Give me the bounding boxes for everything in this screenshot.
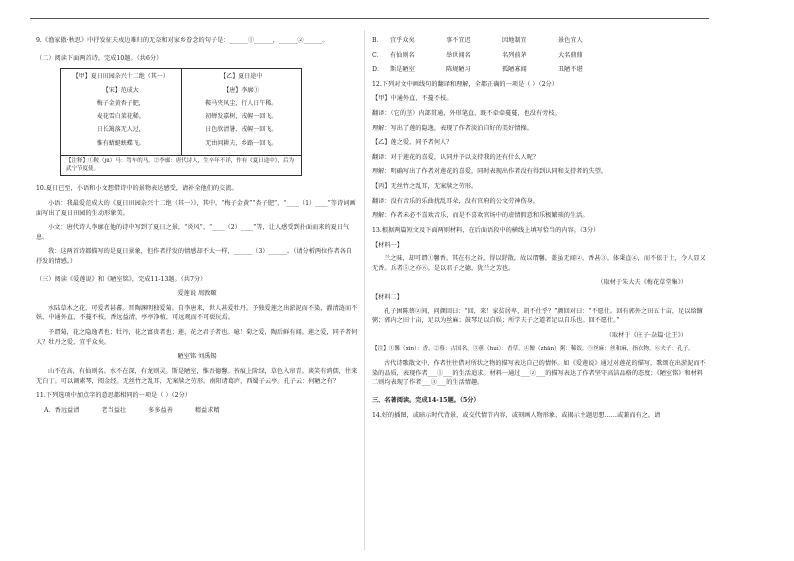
ailian-paragraph: 水陆草木之花，可爱者甚蕃。晋陶渊明独爱菊。自李唐来，世人甚爱牡丹。予独爱莲之出淤泥而不染，濯清涟而不妖，中通外直，不蔓不枝，香远益清，亭亭净植，可远观而不可亵玩焉。 <box>36 304 358 322</box>
option-d-text: 陈规陋习 <box>446 66 471 74</box>
material-1-text: 兰之味，却可谓①馨香。其在有之谷，得以舒散，故以谓馨。盖虽无闻②，香甚③。体秉直④，而不依于土，令人显又无香。兵者⑤之亦⑥。是以君子之德，犹兰之芳也。 <box>372 255 706 272</box>
q12-bing-translation: 翻译：没有音乐的乐曲扰乱耳朵，没有官府的公文劳神伤身。 <box>372 197 540 205</box>
poem-a <box>61 69 181 155</box>
option-a-text: 多多益善 <box>148 406 173 414</box>
question-13: 13.根据两篇短文及下面两则材料，在后面语段中的横线上填写恰当的内容。（3分） <box>372 226 600 234</box>
option-c[interactable] <box>372 51 707 61</box>
q12-jia-translation: 翻译：（它的茎）内部贯通，外形笔直，既不牵牵蔓蔓，也没有旁枝。 <box>372 110 561 118</box>
option-b-label: B． <box>372 37 383 44</box>
poem-a-line: 惟有蜻蜓蛱蝶飞。 <box>96 139 145 147</box>
section-3-heading: （三）阅读《爱莲说》和《陋室铭》，完成11-13题。（共7分） <box>36 275 207 283</box>
poem-note: 【注释】①鞍（jū）马：驾车的马。②李廓：唐代诗人，生卒年不详，作有《夏日途中》，后为武宁节度使。 <box>61 155 301 175</box>
option-b-text: 事不宜迟 <box>446 37 471 44</box>
question-9: 9.《渔家傲·秋思》中抒发征夫戍边难归的无奈和对家乡眷念的句子是：______①______，______②______。 <box>36 37 329 44</box>
q12-jia-understanding: 理解：写出了莲的隐逸，表现了作者淡泊自好的美好情操。 <box>372 124 533 132</box>
question-11: 11.下列选项中加点字的意思都相同的一项是（ ）（2分） <box>36 392 191 400</box>
poem-a-line: 日长篱落无人过， <box>96 126 145 134</box>
poem-b-author: 【唐】李廓① <box>223 86 260 94</box>
ailian-title: 爱莲说 周敦颐 <box>177 290 217 298</box>
option-c-text: 举世闻名 <box>446 51 471 59</box>
option-d-label: D． <box>372 66 384 74</box>
option-b-text: 因地制宜 <box>502 37 527 44</box>
poem-table <box>60 68 302 176</box>
material-2-label: 【材料二】 <box>372 293 403 301</box>
section-2-heading: （二）阅读下面两首诗，完成10题。（共6分） <box>36 54 163 62</box>
material-2-source: （取材于《庄子·杂篇·让王》） <box>605 331 687 339</box>
section-3-famous-works: 三、名著阅读。完成14-15题。（5分） <box>372 396 480 404</box>
question-10-xiaoyu: 小语：我最爱范成大的《夏日田园杂兴十二绝（其一）》，其中，“梅子金黄”“杏子肥”、“____（1）____”等诗词画面写出了夏日田园的生动形象美。 <box>36 199 356 217</box>
option-c-text: 大名鼎鼎 <box>558 51 583 59</box>
question-10-xiaowen: 小文：唐代诗人李廓在他的诗中写到了夏日之景，“炎风”、“____（2）____”等，让人感受到扑面而来的夏日气息。 <box>36 224 350 241</box>
q12-yi-understanding: 理解：明确写出了作者对莲花的喜爱，同时表现出作者没有得到认同和支持者的失望。 <box>372 168 608 176</box>
option-b-text: 宜乎众矣 <box>390 37 415 44</box>
option-c-text: 名列前茅 <box>502 51 527 59</box>
ailian-paragraph: 予谓菊，花之隐逸者也；牡丹，花之富贵者也；莲，花之君子者也。噫！菊之爱，陶后鲜有闻。莲之爱，同予者何人？牡丹之爱，宜乎众矣。 <box>36 329 358 346</box>
poem-a-title: 【甲】夏日田园杂兴十二绝（其一） <box>72 73 169 81</box>
option-c-label: C． <box>372 51 383 59</box>
right-column <box>372 36 707 425</box>
option-b[interactable] <box>372 36 707 46</box>
loushi-paragraph: 山不在高，有仙则名。水不在深，有龙则灵。斯是陋室，惟吾德馨。苔痕上阶绿，草色入帘青。谈笑有鸿儒，往来无白丁。可以调素琴，阅金经。无丝竹之乱耳，无案牍之劳形。南阳诸葛庐，西蜀子云亭。孔子云：何陋之有？ <box>36 367 358 385</box>
option-a-text: 精益求精 <box>194 406 220 414</box>
loushi-title: 陋室铭 刘禹锡 <box>177 353 217 361</box>
option-d[interactable] <box>372 65 707 75</box>
option-d-text: 孤陋寡闻 <box>502 66 527 74</box>
poem-a-line: 梅子金黄杏子肥， <box>96 99 145 107</box>
column-divider <box>364 30 365 550</box>
option-d-text: 丑陋不堪 <box>558 66 583 74</box>
poem-a-author: 【宋】范成大 <box>102 86 139 94</box>
q12-yi: 【乙】莲之爱，同予者何人？ <box>372 139 453 147</box>
poem-b-title: 【乙】夏日途中 <box>220 73 263 81</box>
q12-yi-translation: 翻译：对于莲花的喜爱，认同并予以支持我的还有什么人呢？ <box>372 153 540 161</box>
option-a[interactable] <box>36 406 358 416</box>
q13-paragraph: 古代诗歌散文中，作者往往借对所状之物的描写表达自己的情怀。如《爱莲说》通过对莲花的描写，歌颂在出淤泥而不染的品质，表现作者___①___的生活追求。材料一通过___②___的描写表达了作者坚守高洁品格的态度；《陋室铭》和材料二则均表现了作者___③___的生活情趣。 <box>372 360 706 387</box>
question-10-me: 我：这两首诗都描写的是夏日景象，但作者抒发的情感却不太一样，______（3）______。（请分析两位作者各自抒发的情感。） <box>36 248 353 266</box>
question-12: 12.下列对文中画线句的翻译和理解，全都正确的一项是（ ）（2分） <box>372 80 558 88</box>
material-1-label: 【材料一】 <box>372 241 403 249</box>
option-a-text: A．香远益清 <box>44 406 80 414</box>
material-2-text: 孔子困陈蔡②间，问颜回曰：“回，来！家贫居卑，胡不仕乎？”颜回对曰：“不愿仕。回有郭外之田五十亩，足以给饘粥；郭内之田十亩，足以为丝麻；鼓琴足以自娱；所学夫子之道者足以自乐也。回不愿仕。” <box>372 307 703 325</box>
q12-jia: 【甲】中通外直，不蔓不枝。 <box>372 95 453 103</box>
poem-b-line: 日色欣清暑，戎幄一回飞。 <box>205 126 278 134</box>
poem-a-line: 麦花雪白菜花稀。 <box>96 113 145 121</box>
poem-b-line: 无由问耕夫，乡路一回飞。 <box>205 139 278 147</box>
left-column <box>36 36 358 415</box>
material-1-source: （取材于朱大夫《梅花草堂集》） <box>597 279 687 287</box>
option-c-text: 有仙则名 <box>390 51 415 59</box>
poem-b <box>181 69 302 155</box>
option-a-text: 老当益壮 <box>101 406 127 414</box>
annotation-notes: 【注】①馨（xīn）：香。②蔡：古国名。③蕙（huì）：香草。④饘（zhān）粥：稀饭。⑤丝麻：丝和麻，指衣物。⑥夫子：孔子。 <box>372 346 694 353</box>
question-10: 10.夏日已至，小语和小文想借诗中的景物表达感受，请补全他们的交流。 <box>36 185 238 193</box>
question-14: 14.好的插图，或暗示时代背景，或交代情节内容，或刻画人物形象，或揭示主题思想……或兼而有之。请 <box>372 411 661 419</box>
option-d-text: 斯是陋室 <box>390 66 415 74</box>
q12-bing: 【丙】无丝竹之乱耳，无案牍之劳形。 <box>372 183 478 191</box>
poem-b-line: 鞍马夹风尘，行人日午稀。 <box>205 99 278 107</box>
top-rule <box>30 18 709 19</box>
q12-bing-understanding: 理解：作者未必不喜欢音乐，而是不喜欢官场中的虚情假意和乐极繁琐的生活。 <box>372 212 589 220</box>
poem-b-line: 初蝉发嘉树，戎幄一回飞。 <box>205 113 278 121</box>
option-b-text: 景色宜人 <box>558 37 583 44</box>
